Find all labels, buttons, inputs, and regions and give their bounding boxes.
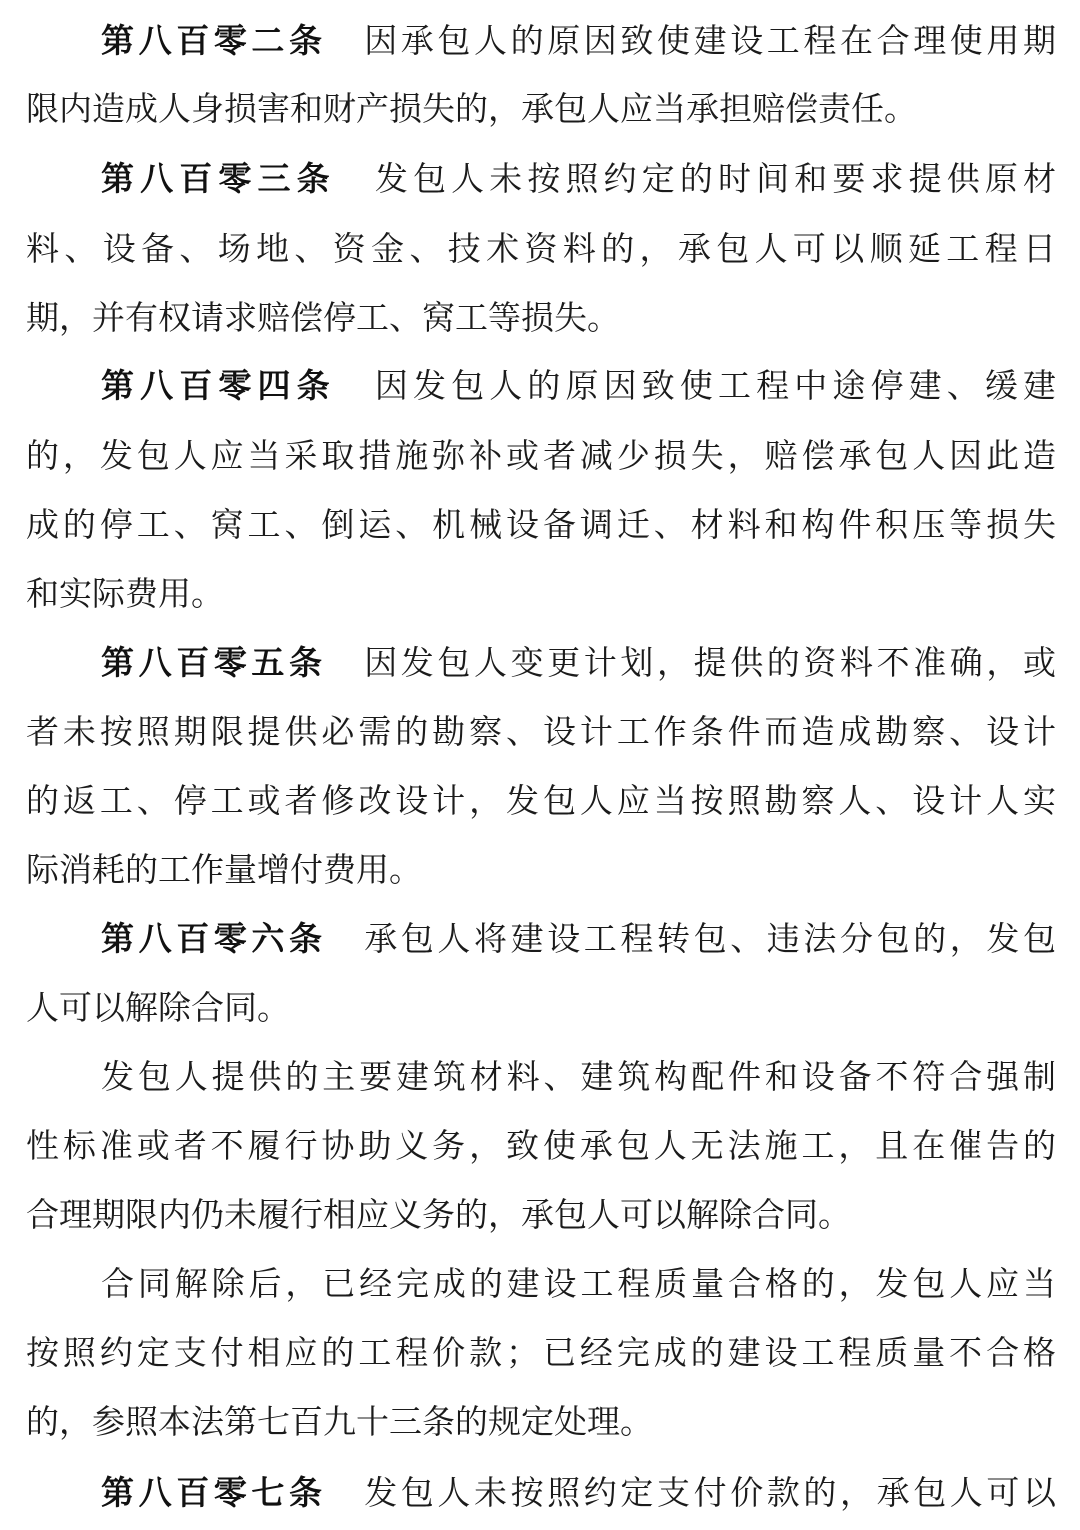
article-804-line-1: 因发包人的原因致使工程中途停建、缓建	[369, 366, 1056, 405]
article-802-line-1: 因承包人的原因致使建设工程在合理使用期	[360, 21, 1057, 60]
article-803-line-2: 料、设备、场地、资金、技术资料的，承包人可以顺延工程日	[26, 229, 1056, 268]
article-805-first-line	[101, 640, 1056, 686]
article-806-first-line	[101, 916, 1056, 962]
article-806-para3-line-1: 合同解除后，已经完成的建设工程质量合格的，发包人应当	[101, 1264, 1056, 1303]
article-803-line-1: 发包人未按照约定的时间和要求提供原材	[369, 159, 1056, 198]
article-803-first-line	[101, 156, 1056, 202]
article-802-label: 第八百零二条	[101, 21, 327, 60]
article-806-para3-line-3: 的，参照本法第七百九十三条的规定处理。	[26, 1402, 653, 1441]
article-806-line-2: 人可以解除合同。	[26, 988, 290, 1027]
article-805-line-3: 的返工、停工或者修改设计，发包人应当按照勘察人、设计人实	[26, 781, 1056, 820]
article-803-label: 第八百零三条	[101, 159, 336, 198]
article-806-para2-line-2: 性标准或者不履行协助义务，致使承包人无法施工，且在催告的	[26, 1126, 1056, 1165]
article-803-line-3: 期，并有权请求赔偿停工、窝工等损失。	[26, 298, 620, 337]
article-805-line-2: 者未按照期限提供必需的勘察、设计工作条件而造成勘察、设计	[26, 712, 1056, 751]
article-804-line-3: 成的停工、窝工、倒运、机械设备调迁、材料和构件积压等损失	[26, 505, 1056, 544]
article-804-first-line	[101, 363, 1056, 409]
article-806-para2-line-1: 发包人提供的主要建筑材料、建筑构配件和设备不符合强制	[101, 1057, 1056, 1096]
article-806-para3-line-2: 按照约定支付相应的工程价款；已经完成的建设工程质量不合格	[26, 1333, 1056, 1372]
article-805-label: 第八百零五条	[101, 643, 327, 682]
article-807-label: 第八百零七条	[101, 1473, 327, 1512]
article-802-first-line	[101, 18, 1056, 64]
article-806-para2-line-3: 合理期限内仍未履行相应义务的，承包人可以解除合同。	[26, 1195, 851, 1234]
article-804-line-4: 和实际费用。	[26, 574, 224, 613]
article-805-line-1: 因发包人变更计划，提供的资料不准确，或	[360, 643, 1057, 682]
article-802-line-2: 限内造成人身损害和财产损失的，承包人应当承担赔偿责任。	[26, 89, 917, 128]
article-807-first-line	[101, 1470, 1056, 1516]
article-804-line-2: 的，发包人应当采取措施弥补或者减少损失，赔偿承包人因此造	[26, 436, 1056, 475]
article-804-label: 第八百零四条	[101, 366, 336, 405]
article-805-line-4: 际消耗的工作量增付费用。	[26, 850, 422, 889]
article-806-label: 第八百零六条	[101, 919, 327, 958]
article-806-line-1: 承包人将建设工程转包、违法分包的，发包	[360, 919, 1057, 958]
article-807-line-1: 发包人未按照约定支付价款的，承包人可以	[360, 1473, 1057, 1512]
